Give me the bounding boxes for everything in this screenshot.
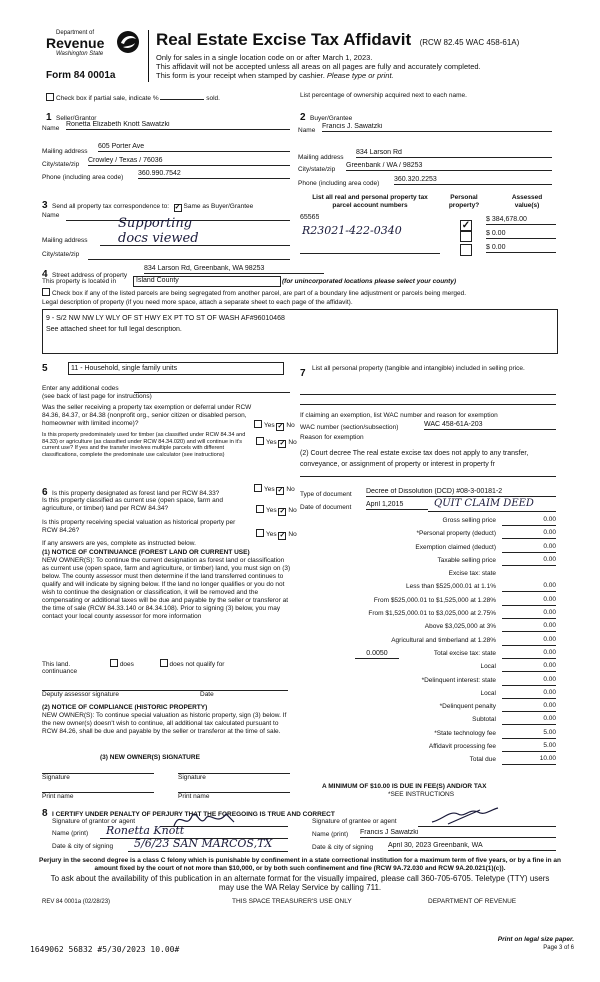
minimum-due-note: A MINIMUM OF $10.00 IS DUE IN FEE(S) AND/OR TAX — [322, 783, 487, 790]
timber-no-box[interactable] — [278, 440, 286, 448]
continuance-label: continuance — [42, 668, 78, 675]
exemption-claim-note: If claiming an exemption, list WAC number and reason for exemption — [300, 412, 498, 419]
personal-property-line-2[interactable] — [300, 403, 556, 405]
owner-printname-label-2: Print name — [178, 793, 210, 800]
type-or-print-note: Please type or print. — [326, 71, 394, 80]
forest-no-label: No — [286, 486, 295, 493]
does-not-qualify-box[interactable] — [160, 659, 168, 667]
state-label: Washington State — [56, 51, 104, 57]
fee-row — [300, 527, 556, 540]
fee-label: Local — [480, 689, 496, 697]
fee-label: Exemption claimed (deduct) — [415, 543, 496, 551]
fee-row — [300, 727, 556, 740]
fee-row — [300, 567, 556, 580]
fee-label: Above $3,025,000 at 3% — [424, 623, 496, 631]
seller-number: 1 — [46, 112, 52, 123]
historic-no-box[interactable] — [278, 532, 286, 540]
historic-yes-no — [256, 529, 297, 540]
exemption-yes-box[interactable] — [254, 420, 262, 428]
legal-description-line-1: 9 - S/2 NW NW LY WLY OF ST HWY EX PT TO ST OF WASH AF#96010468 — [46, 315, 285, 322]
segregation-label: Check box if any of the listed parcels are being segregated from another parcel, are part of a boundary line adjustment or parcels being merged. — [52, 290, 467, 297]
fee-row — [300, 620, 556, 633]
personal-header-line1: Personal — [450, 194, 478, 201]
grantor-name-label: Name (print) — [52, 830, 89, 837]
fee-label: Less than $525,000.01 at 1.1% — [406, 583, 496, 591]
fee-row — [300, 700, 556, 713]
form-title-row — [156, 30, 519, 50]
fee-value[interactable]: 0.00 — [502, 514, 556, 526]
owner-printname-label-1: Print name — [42, 793, 74, 800]
fee-row — [300, 753, 556, 766]
checkbox-3-mark[interactable] — [460, 244, 472, 256]
fee-label: Taxable selling price — [437, 556, 496, 564]
grantee-date-label: Date & city of signing — [312, 844, 374, 851]
exemption-yes-label: Yes — [264, 422, 275, 429]
seller-city-label: City/state/zip — [42, 161, 80, 168]
fee-label: *Personal property (deduct) — [416, 530, 496, 538]
compliance-text: NEW OWNER(S): To continue special valuation as historic property, sign (3) below. If the new owner(s) doesn't wish to continue, all additional tax calculated pursuant to RCW 84.26, shall be due and payable by the seller or transferor at the time of sale. — [42, 712, 287, 735]
fee-label: From $1,525,000.01 to $3,025,000 at 2.75% — [368, 610, 496, 618]
fee-value[interactable]: 0.00 — [502, 594, 556, 606]
fee-row — [300, 634, 556, 647]
segregation-row — [42, 288, 466, 298]
forest-no-box[interactable] — [276, 487, 284, 495]
accessibility-notice: To ask about the availability of this publication in an alternate format for the visually impaired, please call 360-705-6705. Teletype (TTY) users may use the WA Relay Service by calling 711. — [50, 874, 550, 892]
fee-value[interactable]: 0.00 — [502, 541, 556, 553]
additional-codes-label: Enter any additional codes — [42, 385, 119, 392]
parcel-header — [300, 194, 440, 210]
fee-row — [300, 607, 556, 620]
fee-row — [300, 541, 556, 554]
department-note: DEPARTMENT OF REVENUE — [428, 898, 517, 905]
fee-label: Total excise tax: state — [433, 649, 496, 657]
legal-description-line-2: See attached sheet for full legal description. — [46, 326, 182, 333]
grantee-name-label: Name (print) — [312, 831, 349, 838]
assessed-value-1[interactable]: $ 384,678.00 — [486, 216, 556, 225]
historic-yes-box[interactable] — [256, 529, 264, 537]
owner-signature-label-1: Signature — [42, 774, 70, 781]
street-section-number: 4 — [42, 269, 48, 280]
buyer-phone-label: Phone (including area code) — [298, 180, 380, 187]
current-use-no-label: No — [288, 507, 297, 514]
grantee-date-field[interactable]: April 30, 2023 Greenbank, WA — [388, 842, 556, 851]
exemption-no-label: No — [286, 422, 295, 429]
header-line-2: This affidavit will not be accepted unless all areas on all pages are fully and accurately completed. — [156, 62, 481, 71]
personal-property-number: 7 — [300, 368, 306, 379]
personal-property-text: List all personal property (tangible and intangible) included in selling price. — [312, 365, 525, 372]
forest-question: Is this property designated as forest land per RCW 84.33? — [52, 490, 220, 497]
continuance-heading: (1) NOTICE OF CONTINUANCE (FOREST LAND OR CURRENT USE) — [42, 549, 250, 556]
correspondence-city-label: City/state/zip — [42, 251, 80, 258]
current-use-no-box[interactable] — [278, 508, 286, 516]
partial-sale-label: Check box if partial sale, indicate % — [56, 95, 159, 102]
seller-mail-field[interactable]: 605 Porter Ave — [98, 143, 290, 152]
fee-label: Gross selling price — [442, 517, 496, 524]
current-use-question: Is this property classified as current use (open space, farm and agriculture, or timber) land per RCW 84.34? — [42, 497, 224, 512]
legal-description-label: Legal description of property (if you need more space, attach a separate sheet to each page of the affidavit). — [42, 299, 353, 306]
grantor-date-line[interactable] — [128, 850, 288, 852]
partial-sale-row — [46, 93, 220, 103]
does-qualify-box[interactable] — [110, 659, 118, 667]
wac-label: WAC number (section/subsection) — [300, 424, 399, 431]
same-as-buyer-checkbox[interactable] — [174, 204, 182, 212]
correspondence-name-label: Name — [42, 212, 60, 219]
location-label: This property is located in — [42, 278, 117, 285]
header-divider — [148, 30, 149, 82]
owner-signature-label-2: Signature — [178, 774, 206, 781]
partial-sale-sold: sold. — [206, 95, 220, 102]
street-address-field[interactable]: 834 Larson Rd, Greenbank, WA 98253 — [144, 265, 324, 274]
parcel-number-3[interactable] — [300, 252, 440, 254]
reason-field[interactable]: (2) Court decree The real estate excise tax does not apply to any transfer, conveyance, or assignment of property or interest in property fr — [300, 450, 529, 468]
seller-title: Seller/Grantor — [56, 115, 97, 122]
fee-row — [300, 660, 556, 673]
historic-no-label: No — [288, 531, 297, 538]
assessed-header — [498, 194, 556, 210]
timber-yes-no — [256, 437, 297, 448]
form-number: Form 84 0001a — [46, 70, 116, 81]
fee-value[interactable]: 0.00 — [502, 674, 556, 686]
personal-property-checkbox-3[interactable] — [460, 241, 472, 259]
print-legal-note: Print on legal size paper. — [497, 936, 574, 943]
continuance-text: NEW OWNER(S): To continue the current designation as forest land or classification as current use (open space, farm and agriculture, or timber) land, you must sign on (3) below. The county assessor must then determine if the land transferred continues to qualify and will indicate by signing below. If the land no longer qualifies or you do not wish to continue the designation or classification, it will be removed and the compensating or additional taxes will be due and payable by the seller or transferor at the time of sale (RCW 84.33.140 or 84.34.108). Prior to signing (3) below, you may contact your local county assessor for more information — [42, 557, 291, 620]
deputy-date-label: Date — [200, 691, 214, 698]
fee-row — [300, 713, 556, 726]
doc-type-label: Type of document — [300, 491, 352, 498]
grantee-signature-label: Signature of grantee or agent — [312, 818, 397, 825]
correspondence-number: 3 — [42, 200, 48, 211]
current-use-yes-box[interactable] — [256, 505, 264, 513]
seller-phone-label: Phone (including area code) — [42, 174, 124, 181]
local-rate-field[interactable]: 0.0050 — [355, 650, 399, 659]
exemption-yes-no — [254, 420, 295, 431]
personal-property-heading — [300, 363, 306, 381]
grantee-name-field[interactable]: Francis J Sawatzki — [360, 829, 556, 838]
historic-yes-label: Yes — [266, 531, 277, 538]
certification-title: I CERTIFY UNDER PENALTY OF PERJURY THAT THE FOREGOING IS TRUE AND CORRECT — [52, 811, 335, 818]
fee-label: From $525,000.01 to $1,525,000 at 1.28% — [373, 596, 496, 604]
form-title: Real Estate Excise Tax Affidavit — [156, 30, 412, 49]
receipt-note: This form is your receipt when stamped by cashier. — [156, 71, 325, 80]
fee-value[interactable]: 5.00 — [502, 740, 556, 752]
segregation-checkbox[interactable] — [42, 288, 50, 296]
fee-row — [300, 674, 556, 687]
historic-question: Is this property receiving special valuation as historical property per RCW 84.26? — [42, 519, 236, 534]
seller-phone-field[interactable]: 360.990.7542 — [138, 170, 290, 179]
handwritten-quit-claim-deed: QUIT CLAIM DEED — [434, 498, 534, 509]
dor-swirl-icon — [115, 30, 141, 54]
new-owner-signature-heading: (3) NEW OWNER(S) SIGNATURE — [100, 754, 200, 761]
county-select[interactable]: Island County — [133, 276, 281, 287]
doc-date-field[interactable]: April 1,2015 — [366, 501, 428, 510]
partial-sale-percent[interactable] — [160, 93, 204, 100]
timber-no-label: No — [288, 439, 297, 446]
fee-table — [300, 514, 556, 767]
buyer-phone-field[interactable]: 360.320.2253 — [394, 176, 552, 185]
buyer-name-label: Name — [298, 127, 316, 134]
same-as-buyer-label: Same as Buyer/Grantee — [183, 203, 254, 210]
buyer-number: 2 — [300, 112, 306, 123]
dept-label: Department of — [56, 30, 95, 36]
fee-label: Subtotal — [472, 716, 496, 724]
assessed-header-line1: Assessed — [511, 194, 543, 201]
parcel-header-line1: List all real and personal property tax — [312, 194, 428, 201]
seller-city-field[interactable]: Crowley / Texas / 76036 — [88, 157, 290, 166]
buyer-mail-field[interactable]: 834 Larson Rd — [356, 149, 552, 158]
fee-row — [300, 647, 556, 660]
reason-label: Reason for exemption — [300, 434, 364, 441]
answers-note: If any answers are yes, complete as instructed below. — [42, 540, 196, 547]
compliance-heading: (2) NOTICE OF COMPLIANCE (HISTORIC PROPERTY) — [42, 704, 208, 711]
fee-value[interactable]: 0.00 — [502, 620, 556, 632]
current-use-yes-label: Yes — [266, 507, 277, 514]
personal-header-line2: property? — [448, 202, 480, 209]
timber-yes-label: Yes — [266, 439, 277, 446]
reason-underline — [300, 475, 556, 477]
fee-value[interactable]: 10.00 — [502, 753, 556, 765]
personal-header — [444, 194, 484, 210]
revision-code: REV 84 0001a (02/28/23) — [42, 899, 111, 905]
fee-value[interactable]: 0.00 — [502, 647, 556, 659]
use-code-number: 5 — [42, 363, 48, 374]
fee-value[interactable]: 0.00 — [502, 700, 556, 712]
timber-question: Is this property predominately used for timber (as classified under RCW 84.34 and 84.33) or agriculture (as classified under RCW 84.34.020) and will continue in it's current use? If yes and the transfer involves multiple parcels with different classifications, complete the predominate use calculator (see instructions) — [42, 432, 246, 459]
buyer-city-label: City/state/zip — [298, 166, 336, 173]
fee-value[interactable]: 0.00 — [502, 687, 556, 699]
page-number: Page 3 of 6 — [543, 945, 574, 951]
fee-label: Local — [480, 663, 496, 671]
fee-label: Agricultural and timberland at 1.28% — [391, 636, 496, 644]
additional-codes-note: (see back of last page for instructions) — [42, 393, 152, 400]
header-line-1: Only for sales in a single location code on or after March 1, 2023. — [156, 53, 373, 62]
parcel-number-1[interactable]: 65565 — [300, 214, 320, 221]
assessed-header-line2: value(s) — [514, 202, 540, 209]
legal-description-box[interactable] — [42, 309, 558, 354]
certification-number: 8 — [42, 808, 48, 819]
fee-label: *Delinquent interest: state — [421, 676, 496, 684]
fee-row — [300, 740, 556, 753]
county-note: (for unincorporated locations please select your county) — [282, 278, 457, 285]
correspondence-heading — [42, 195, 253, 213]
fee-label: Affidavit processing fee — [428, 743, 496, 751]
current-use-yes-no — [256, 505, 297, 516]
deputy-signature-label: Deputy assessor signature — [42, 691, 119, 698]
fee-value[interactable]: 5.00 — [502, 727, 556, 739]
does-not-qualify-label: does not qualify for — [169, 661, 225, 668]
handwritten-docs-viewed: docs viewed — [118, 231, 199, 246]
parcel-number-2[interactable]: R23021-422-0340 — [302, 224, 402, 237]
land-label: This land. — [42, 661, 71, 668]
additional-codes-field[interactable] — [134, 391, 290, 393]
grantee-signature-scribble — [430, 806, 500, 828]
doc-date-label: Date of document — [300, 504, 352, 511]
fee-value[interactable]: 0.00 — [502, 527, 556, 539]
ownership-percent-note: List percentage of ownership acquired next to each name. — [300, 92, 467, 99]
forest-section-number: 6 — [42, 487, 48, 498]
forest-yes-no — [254, 484, 295, 495]
fee-row — [300, 554, 556, 567]
grantor-date-handwritten: 5/6/23 SAN MARCOS,TX — [134, 837, 273, 850]
buyer-title: Buyer/Grantee — [310, 115, 353, 122]
fee-row — [300, 594, 556, 607]
seller-name-label: Name — [42, 125, 60, 132]
revenue-wordmark: Revenue — [46, 35, 105, 51]
forest-yes-box[interactable] — [254, 484, 262, 492]
fee-row — [300, 514, 556, 527]
fee-value[interactable]: 0.00 — [502, 580, 556, 592]
assessed-value-3[interactable]: $ 0.00 — [486, 244, 556, 253]
doc-date-field-rest — [428, 510, 556, 512]
correspondence-label: Send all property tax correspondence to: — [52, 203, 170, 210]
fee-value[interactable]: 0.00 — [502, 634, 556, 646]
header-line-3 — [156, 71, 394, 80]
exemption-no-box[interactable] — [276, 423, 284, 431]
fee-row — [300, 580, 556, 593]
recording-stamp: 1649062 56832 #5/30/2023 10.00# — [30, 945, 180, 954]
fee-value[interactable]: 0.00 — [502, 713, 556, 725]
fee-value[interactable]: 0.00 — [502, 607, 556, 619]
fee-label: Total due — [469, 756, 496, 764]
perjury-notice: Perjury in the second degree is a class C felony which is punishable by confinement in a state correctional institution for a maximum term of five years, or by a fine in an amount fixed by the court of not more than $10,000, or by both such confinement and fine (RCW 9A.72.030 and RCW 9A.20.021(1)(c)). — [39, 857, 561, 872]
personal-property-line-1[interactable] — [300, 393, 556, 395]
fee-label: *State technology fee — [434, 729, 496, 737]
fee-row — [300, 687, 556, 700]
assessed-value-2[interactable]: $ 0.00 — [486, 230, 556, 239]
handwritten-supporting: Supporting — [118, 216, 193, 231]
fee-value[interactable]: 0.00 — [502, 554, 556, 566]
partial-sale-checkbox[interactable] — [46, 93, 54, 101]
seller-mail-label: Mailing address — [42, 148, 88, 155]
exemption-question: Was the seller receiving a property tax exemption or deferral under RCW 84.36, 84.37, or 84.38 (nonprofit org., senior citizen or disabled person, homeowner with limited income)? — [42, 404, 252, 427]
parcel-header-line2: parcel account numbers — [332, 202, 408, 209]
fee-value[interactable]: 0.00 — [502, 660, 556, 672]
use-code-select[interactable]: 11 - Household, single family units — [68, 362, 284, 375]
grantor-date-label: Date & city of signing — [52, 843, 114, 850]
wac-field[interactable]: WAC 458-61A-203 — [424, 421, 556, 430]
seller-name-field[interactable]: Ronetta Elizabeth Knott Sawatzki — [66, 121, 290, 130]
timber-yes-box[interactable] — [256, 437, 264, 445]
buyer-city-field[interactable]: Greenbank / WA / 98253 — [346, 162, 552, 171]
see-instructions-note: *SEE INSTRUCTIONS — [388, 791, 455, 798]
street-label: Street address of property — [52, 272, 128, 279]
treasurer-note: THIS SPACE TREASURER'S USE ONLY — [232, 898, 352, 905]
fee-label: *Delinquent penalty — [439, 703, 496, 711]
buyer-mail-label: Mailing address — [298, 154, 344, 161]
form-citation: (RCW 82.45 WAC 458-61A) — [419, 38, 520, 47]
fee-label: Excise tax: state — [448, 570, 496, 578]
grantor-signature-label: Signature of grantor or agent — [52, 818, 136, 825]
does-qualify-label: does — [119, 661, 134, 668]
correspondence-mail-label: Mailing address — [42, 237, 88, 244]
doc-type-field[interactable]: Decree of Dissolution (DCD) #08-3-00181-2 — [366, 488, 556, 497]
buyer-name-field[interactable]: Francis J. Sawatzki — [322, 123, 552, 132]
correspondence-city-field[interactable] — [88, 258, 290, 260]
dor-logo — [46, 30, 142, 66]
grantor-name-handwritten: Ronetta Knott — [106, 824, 185, 837]
forest-yes-label: Yes — [264, 486, 275, 493]
